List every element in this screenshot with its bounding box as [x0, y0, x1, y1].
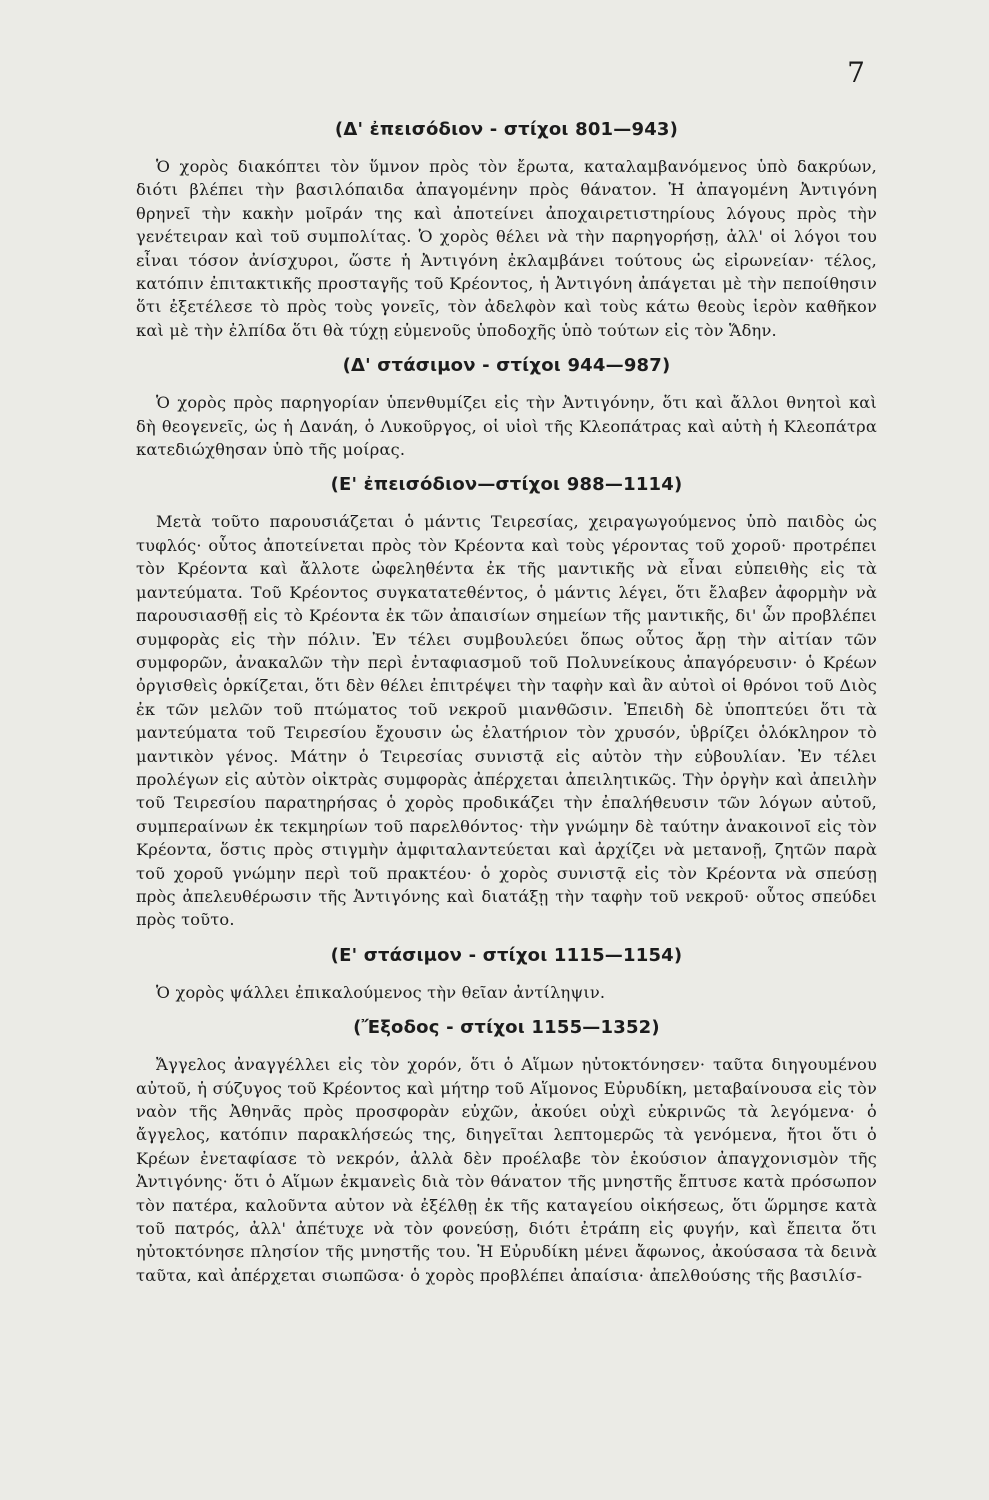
document-body — [136, 118, 877, 1299]
section-text-exodos: Ἄγγελος ἀναγγέλλει εἰς τὸν χορόν, ὅτι ὁ Αἵμων ηὐτοκτόνησεν· ταῦτα διηγουμένου αὐτοῦ, ἡ σύζυγος τοῦ Κρέοντος καὶ μήτηρ τοῦ Αἵμονος Εὐρυδίκη, μεταβαίνουσα εἰς τὸν ναὸν τῆς Ἀθηνᾶς πρὸς προσφορὰν εὐχῶν, ἀκούει οὐχὶ εὐκρινῶς τὰ λεγόμενα· ὁ ἄγγελος, κατόπιν παρακλήσεώς της, διηγεῖται λεπτομερῶς τὰ γενόμενα, ἤτοι ὅτι ὁ Κρέων ἐνεταφίασε τὸ νεκρόν, ἀλλὰ δὲν προέλαβε τὸν ἑκούσιον ἀπαγχονισμὸν τῆς Ἀντιγόνης· ὅτι ὁ Αἵμων ἐκμανεὶς διὰ τὸν θάνατον τῆς μνηστῆς ἔπτυσε κατὰ πρόσωπον τὸν πατέρα, καλοῦντα αὐτον νὰ ἐξέλθῃ ἐκ τῆς καταγείου οἰκήσεως, ὅτι ὥρμησε κατὰ τοῦ πατρός, ἀλλ' ἀπέτυχε νὰ τὸν φονεύσῃ, διότι ἐτράπη εἰς φυγήν, καὶ ἔπειτα ὅτι ηὐτοκτόνησε πλησίον τῆς μνηστῆς του. Ἡ Εὐρυδίκη μένει ἄφωνος, ἀκούσασα τὰ δεινὰ ταῦτα, καὶ ἀπέρχεται σιωπῶσα· ὁ χορὸς προβλέπει ἀπαίσια· ἀπελθούσης τῆς βασιλίσ- — [136, 1055, 877, 1285]
section-text-stasimon-4: Ὁ χορὸς πρὸς παρηγορίαν ὑπενθυμίζει εἰς τὴν Ἀντιγόνην, ὅτι καὶ ἄλλοι θνητοὶ καὶ δὴ θεογενεῖς, ὡς ἡ Δανάη, ὁ Λυκοῦργος, οἱ υἱοὶ τῆς Κλεοπάτρας καὶ αὐτὴ ἡ Κλεοπάτρα κατεδιώχθησαν ὑπὸ τῆς μοίρας. — [136, 393, 877, 460]
section-heading-episode-5: (Ε' ἐπεισόδιον—στίχοι 988—1114) — [330, 474, 683, 496]
section-heading-stasimon-5: (Ε' στάσιμον - στίχοι 1115—1154) — [330, 944, 683, 966]
page-number: 7 — [847, 56, 865, 89]
section-text-episode-4: Ὁ χορὸς διακόπτει τὸν ὕμνον πρὸς τὸν ἔρωτα, καταλαμβανόμενος ὑπὸ δακρύων, διότι βλέπει τὴν βασιλόπαιδα ἀπαγομένην πρὸς θάνατον. Ἡ ἀπαγομένη Ἀντιγόνη θρηνεῖ τὴν κακὴν μοῖράν της καὶ ἀποτείνει ἀποχαιρετιστηρίους λόγους πρὸς τὴν γενέτειραν καὶ τοῦ συμπολίτας. Ὁ χορὸς θέλει νὰ τὴν παρηγορήσῃ, ἀλλ' οἱ λόγοι του εἶναι τόσον ἀνίσχυροι, ὥστε ἡ Ἀντιγόνη ἐκλαμβάνει τούτους ὡς εἰρωνείαν· τέλος, κατόπιν ἐπιτακτικῆς προσταγῆς τοῦ Κρέοντος, ἡ Ἀντιγόνη ἀπάγεται μὲ τὴν πεποίθησιν ὅτι ἐξετέλεσε τὸ πρὸς τοὺς γονεῖς, τὸν ἀδελφὸν καὶ τοὺς κάτω θεοὺς ἱερὸν καθῆκον καὶ μὲ τὴν ἐλπίδα ὅτι θὰ τύχῃ εὐμενοῦς ὑποδοχῆς ὑπὸ τούτων εἰς τὸν Ἅδην. — [136, 157, 877, 340]
section-heading-episode-4: (Δ' ἐπεισόδιον - στίχοι 801—943) — [334, 119, 679, 140]
section-heading-exodos: (Ἔξοδος - στίχοι 1155—1352) — [353, 1017, 660, 1039]
section-text-episode-5: Μετὰ τοῦτο παρουσιάζεται ὁ μάντις Τειρεσίας, χειραγωγούμενος ὑπὸ παιδὸς ὡς τυφλός· οὗτος ἀποτείνεται πρὸς τὸν Κρέοντα καὶ τοὺς γέροντας τοῦ χοροῦ· προτρέπει τὸν Κρέοντα καὶ ἄλλοτε ὠφεληθέντα ἐκ τῆς μαντικῆς νὰ εἶναι εὐπειθὴς εἰς τὰ μαντεύματα. Τοῦ Κρέοντος συγκατατεθέντος, ὁ μάντις λέγει, ὅτι ἔλαβεν ἀφορμὴν νὰ παρουσιασθῇ εἰς τὸ Κρέοντα ἐκ τῶν ἀπαισίων σημείων τῆς μαντικῆς, δι' ὧν προβλέπει συμφορὰς εἰς τὴν πόλιν. Ἐν τέλει συμβουλεύει ὅπως οὗτος ἄρῃ τὴν αἰτίαν τῶν συμφορῶν, ἀνακαλῶν τὴν περὶ ἐνταφιασμοῦ τοῦ Πολυνείκους ἀπαγόρευσιν· ὁ Κρέων ὀργισθεὶς ὁρκίζεται, ὅτι δὲν θέλει ἐπιτρέψει τὴν ταφὴν καὶ ἂν αὐτοὶ οἱ θρόνοι τοῦ Διὸς ἐκ τῶν μελῶν τοῦ πτώματος τοῦ νεκροῦ μιανθῶσιν. Ἐπειδὴ δὲ ὑποπτεύει ὅτι τὰ μαντεύματα τοῦ Τειρεσίου ἔχουσιν ὡς ἐλατήριον τὸν χρυσόν, ὑβρίζει ὁλόκληρον τὸ μαντικὸν γένος. Μάτην ὁ Τειρεσίας συνιστᾷ εἰς αὐτὸν τὴν εὐβουλίαν. Ἐν τέλει προλέγων εἰς αὐτὸν οἰκτρὰς συμφορὰς ἀπέρχεται ἀπειλητικῶς. Τὴν ὀργὴν καὶ ἀπειλὴν τοῦ Τειρεσίου παρατηρήσας ὁ χορὸς προδικάζει τὴν ἐπαλήθευσιν τῶν λόγων αὐτοῦ, συμπεραίνων ἐκ τεκμηρίων τοῦ παρελθόντος· τὴν γνώμην δὲ ταύτην ἀνακοινοῖ εἰς τὸν Κρέοντα, ὅστις πρὸς στιγμὴν ἀμφιταλαντεύεται καὶ ἀρχίζει νὰ μετανοῇ, ζητῶν παρὰ τοῦ χοροῦ γνώμην περὶ τοῦ πρακτέου· ὁ χορὸς συνιστᾷ εἰς τὸν Κρέοντα νὰ σπεύσῃ πρὸς ἀπελευθέρωσιν τῆς Ἀντιγόνης καὶ διατάξῃ τὴν ταφὴν τοῦ νεκροῦ· οὗτος σπεύδει πρὸς τοῦτο. — [136, 512, 877, 930]
section-heading-stasimon-4: (Δ' στάσιμον - στίχοι 944—987) — [342, 355, 671, 377]
section-text-stasimon-5: Ὁ χορὸς ψάλλει ἐπικαλούμενος τὴν θεῖαν ἀντίληψιν. — [156, 982, 606, 1002]
